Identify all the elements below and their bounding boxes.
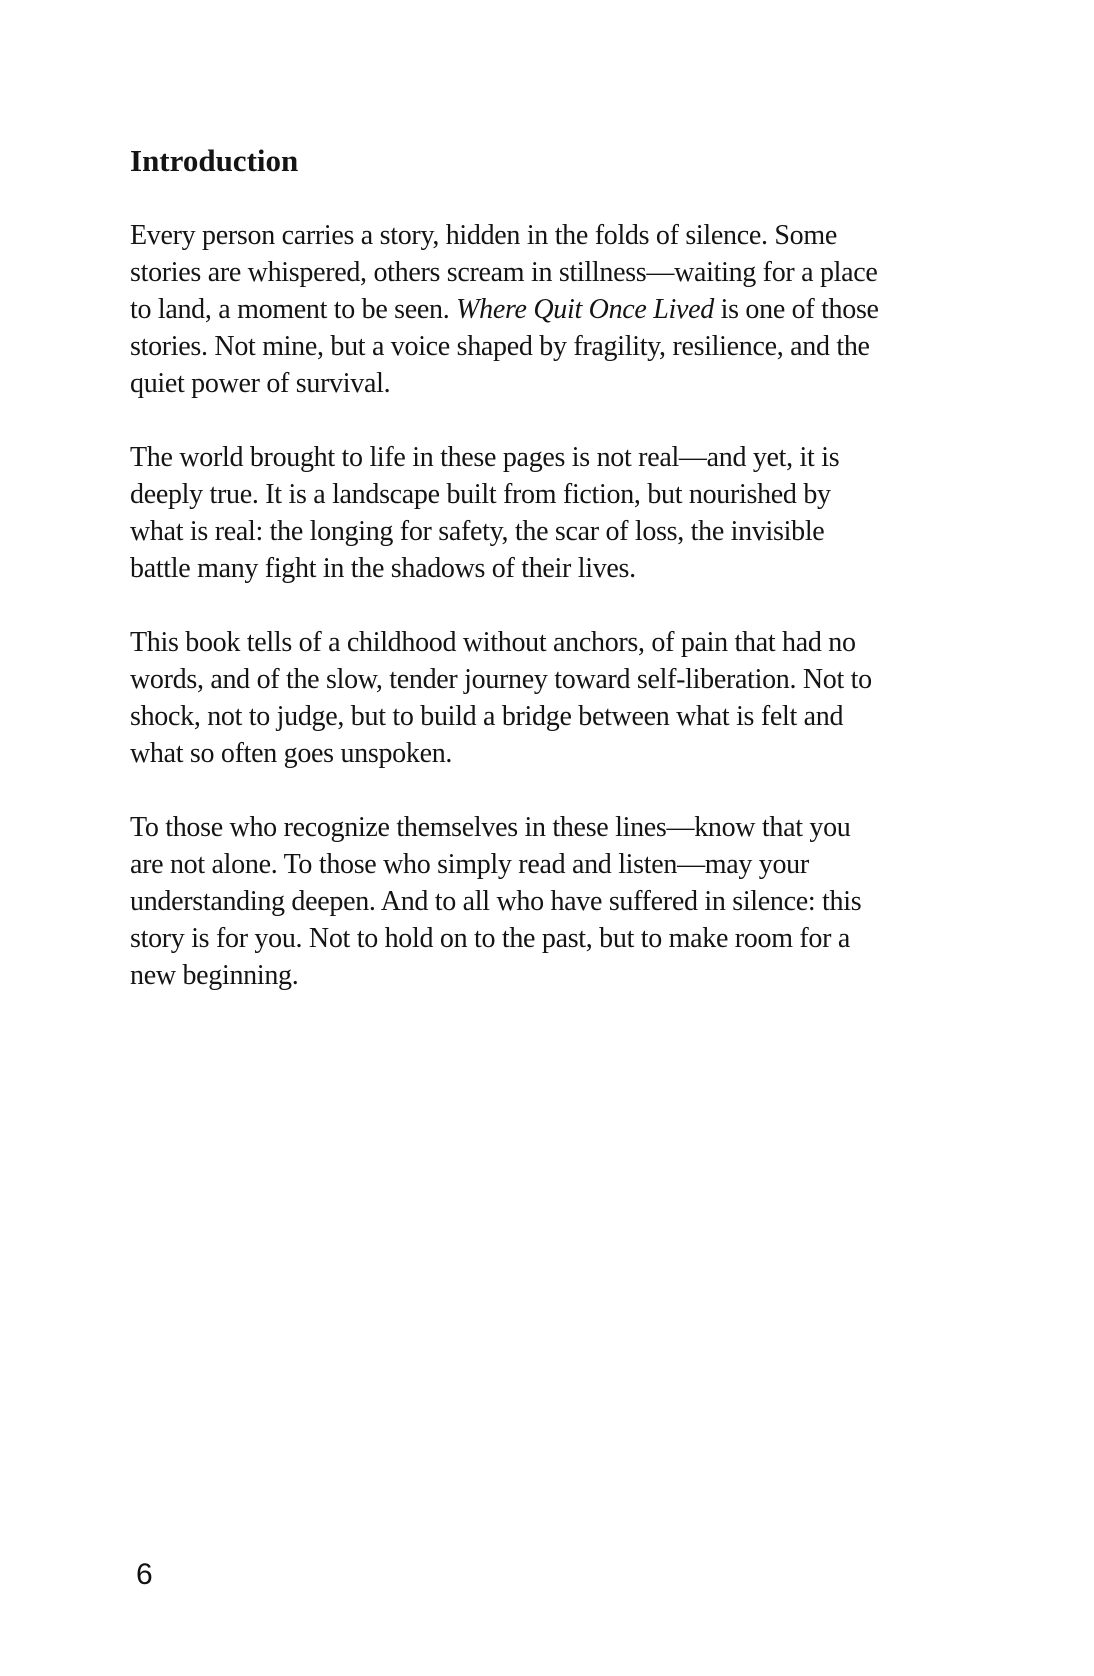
section-heading: Introduction xyxy=(130,143,299,178)
text-line xyxy=(130,513,980,550)
text-line xyxy=(130,661,980,698)
text-line xyxy=(130,698,980,735)
text-line-content: shock, not to judge, but to build a bridge between what is felt and xyxy=(130,701,844,732)
text-line-content: to land, a moment to be seen. xyxy=(130,294,457,325)
paragraph-2 xyxy=(130,439,980,587)
text-line-content: story is for you. Not to hold on to the past, but to make room for a xyxy=(130,923,850,954)
text-line-content: battle many fight in the shadows of their lives. xyxy=(130,553,636,584)
text-line-content: what so often goes unspoken. xyxy=(130,738,453,769)
text-line-content: quiet power of survival. xyxy=(130,368,391,399)
paragraph-1 xyxy=(130,217,980,402)
text-line-content: deeply true. It is a landscape built from fiction, but nourished by xyxy=(130,479,831,510)
text-line-content: This book tells of a childhood without anchors, of pain that had no xyxy=(130,627,856,658)
text-line xyxy=(130,846,980,883)
text-line xyxy=(130,809,980,846)
text-line xyxy=(130,550,980,587)
text-line xyxy=(130,735,980,772)
text-line xyxy=(130,920,980,957)
text-line xyxy=(130,328,980,365)
text-line xyxy=(130,883,980,920)
text-line-content: are not alone. To those who simply read and listen—may your xyxy=(130,849,809,880)
page-number: 6 xyxy=(136,1558,153,1591)
book-title-italic: Where Quit Once Lived xyxy=(456,294,714,325)
text-line-content: what is real: the longing for safety, the scar of loss, the invisible xyxy=(130,516,825,547)
text-line-content: stories. Not mine, but a voice shaped by fragility, resilience, and the xyxy=(130,331,870,362)
text-line-content: words, and of the slow, tender journey toward self-liberation. Not to xyxy=(130,664,872,695)
text-line-content: stories are whispered, others scream in stillness—waiting for a place xyxy=(130,257,878,288)
text-line-content: To those who recognize themselves in these lines—know that you xyxy=(130,812,851,843)
text-line-content: The world brought to life in these pages is not real—and yet, it is xyxy=(130,442,840,473)
text-line xyxy=(130,217,980,254)
text-line xyxy=(130,365,980,402)
document-content xyxy=(130,140,980,1031)
text-line-content: Every person carries a story, hidden in the folds of silence. Some xyxy=(130,220,837,251)
text-line-content: is one of those xyxy=(713,294,879,325)
paragraph-4 xyxy=(130,809,980,994)
text-line xyxy=(130,957,980,994)
text-line xyxy=(130,254,980,291)
text-line-content: new beginning. xyxy=(130,960,299,991)
text-line xyxy=(130,439,980,476)
text-line xyxy=(130,624,980,661)
text-line xyxy=(130,291,980,328)
paragraph-3 xyxy=(130,624,980,772)
text-line xyxy=(130,476,980,513)
text-line-content: understanding deepen. And to all who have suffered in silence: this xyxy=(130,886,862,917)
